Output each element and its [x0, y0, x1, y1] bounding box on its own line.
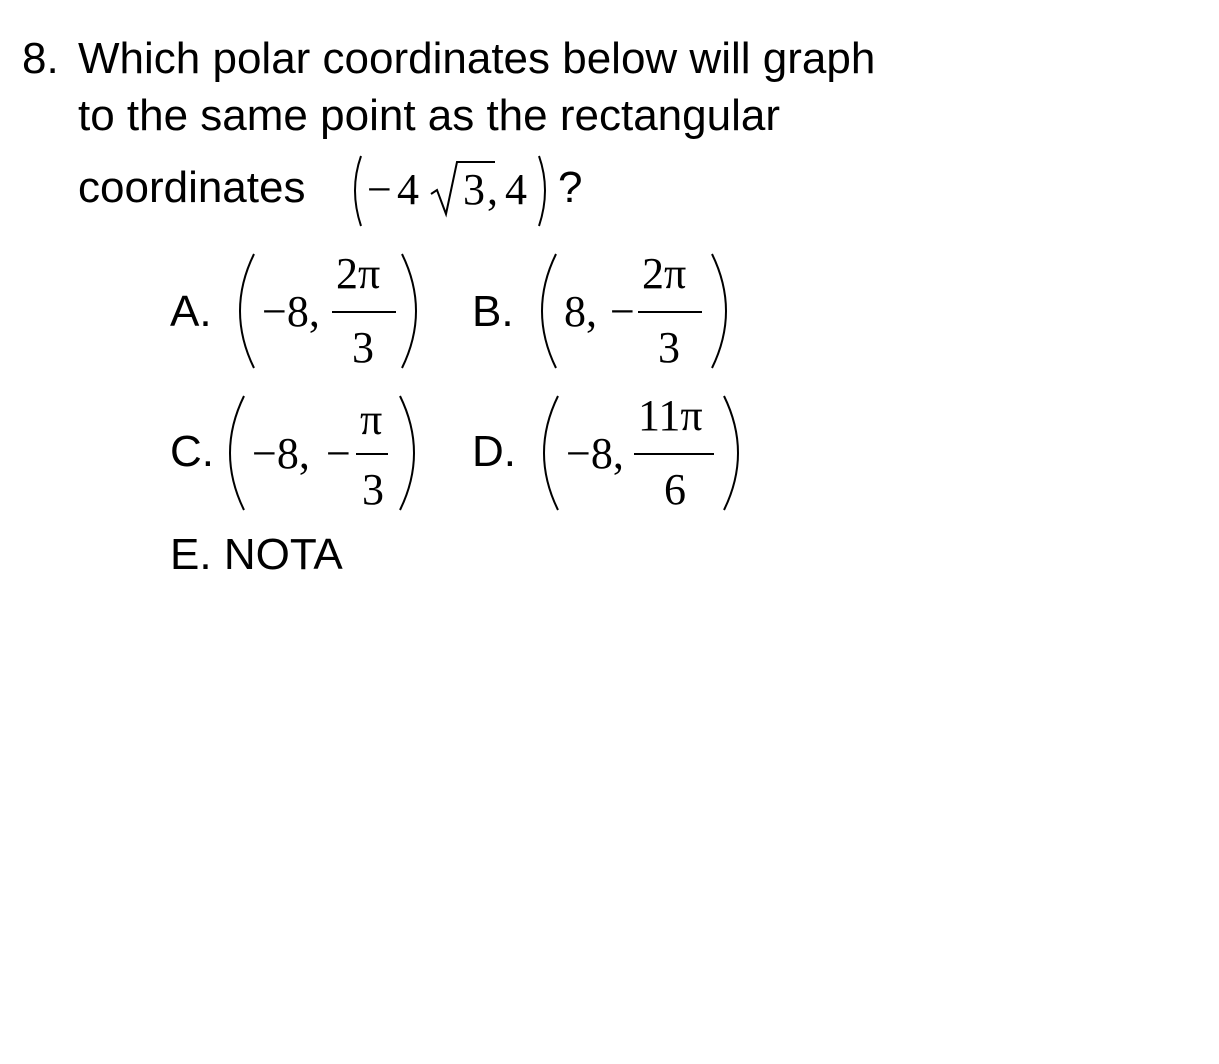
choice-d-numerator: 11π	[638, 391, 703, 440]
choice-d-radius: −8,	[566, 429, 624, 478]
choice-b-radius: 8,	[564, 287, 597, 336]
choice-a-letter: A.	[170, 287, 212, 336]
choice-a-fraction-bar	[332, 311, 396, 313]
choice-c-fraction-bar	[356, 453, 388, 455]
choice-a-expression	[232, 248, 427, 374]
point-minus-sign: −	[367, 165, 392, 214]
choice-a-radius: −8,	[262, 287, 320, 336]
point-y-value: 4	[505, 165, 527, 214]
question-number: 8.	[22, 34, 59, 83]
question-text-line-2: to the same point as the rectangular	[78, 91, 780, 140]
choice-d-fraction-bar	[634, 453, 714, 455]
choice-a-numerator: 2π	[336, 249, 381, 298]
choice-e-letter: E.	[170, 530, 212, 579]
choice-b-fraction-bar	[638, 311, 702, 313]
choice-b-letter: B.	[472, 287, 514, 336]
rectangular-point	[345, 148, 560, 228]
choice-c-denominator: 3	[362, 465, 384, 514]
choice-b-numerator: 2π	[642, 249, 687, 298]
choice-b-expression	[534, 248, 734, 374]
choice-b-denominator: 3	[658, 323, 680, 372]
choice-b-sign: −	[610, 287, 635, 336]
choice-e-text: NOTA	[223, 530, 343, 579]
question-text-line-1: Which polar coordinates below will graph	[78, 34, 876, 83]
question-mark: ?	[558, 163, 583, 212]
choice-d-denominator: 6	[664, 465, 686, 514]
point-comma: ,	[487, 165, 498, 214]
point-x-radicand: 3	[463, 165, 485, 214]
choice-d-letter: D.	[472, 427, 516, 476]
choice-c-numerator: π	[360, 395, 383, 444]
question-text-line-3: coordinates	[78, 163, 306, 212]
choice-c-sign: −	[326, 429, 351, 478]
choice-a-denominator: 3	[352, 323, 374, 372]
choice-e	[170, 529, 343, 581]
choice-d-expression	[536, 390, 746, 516]
choice-c-expression	[222, 390, 427, 516]
choice-c-letter: C.	[170, 427, 214, 476]
choice-c-radius: −8,	[252, 429, 310, 478]
point-x-coefficient: 4	[397, 165, 419, 214]
